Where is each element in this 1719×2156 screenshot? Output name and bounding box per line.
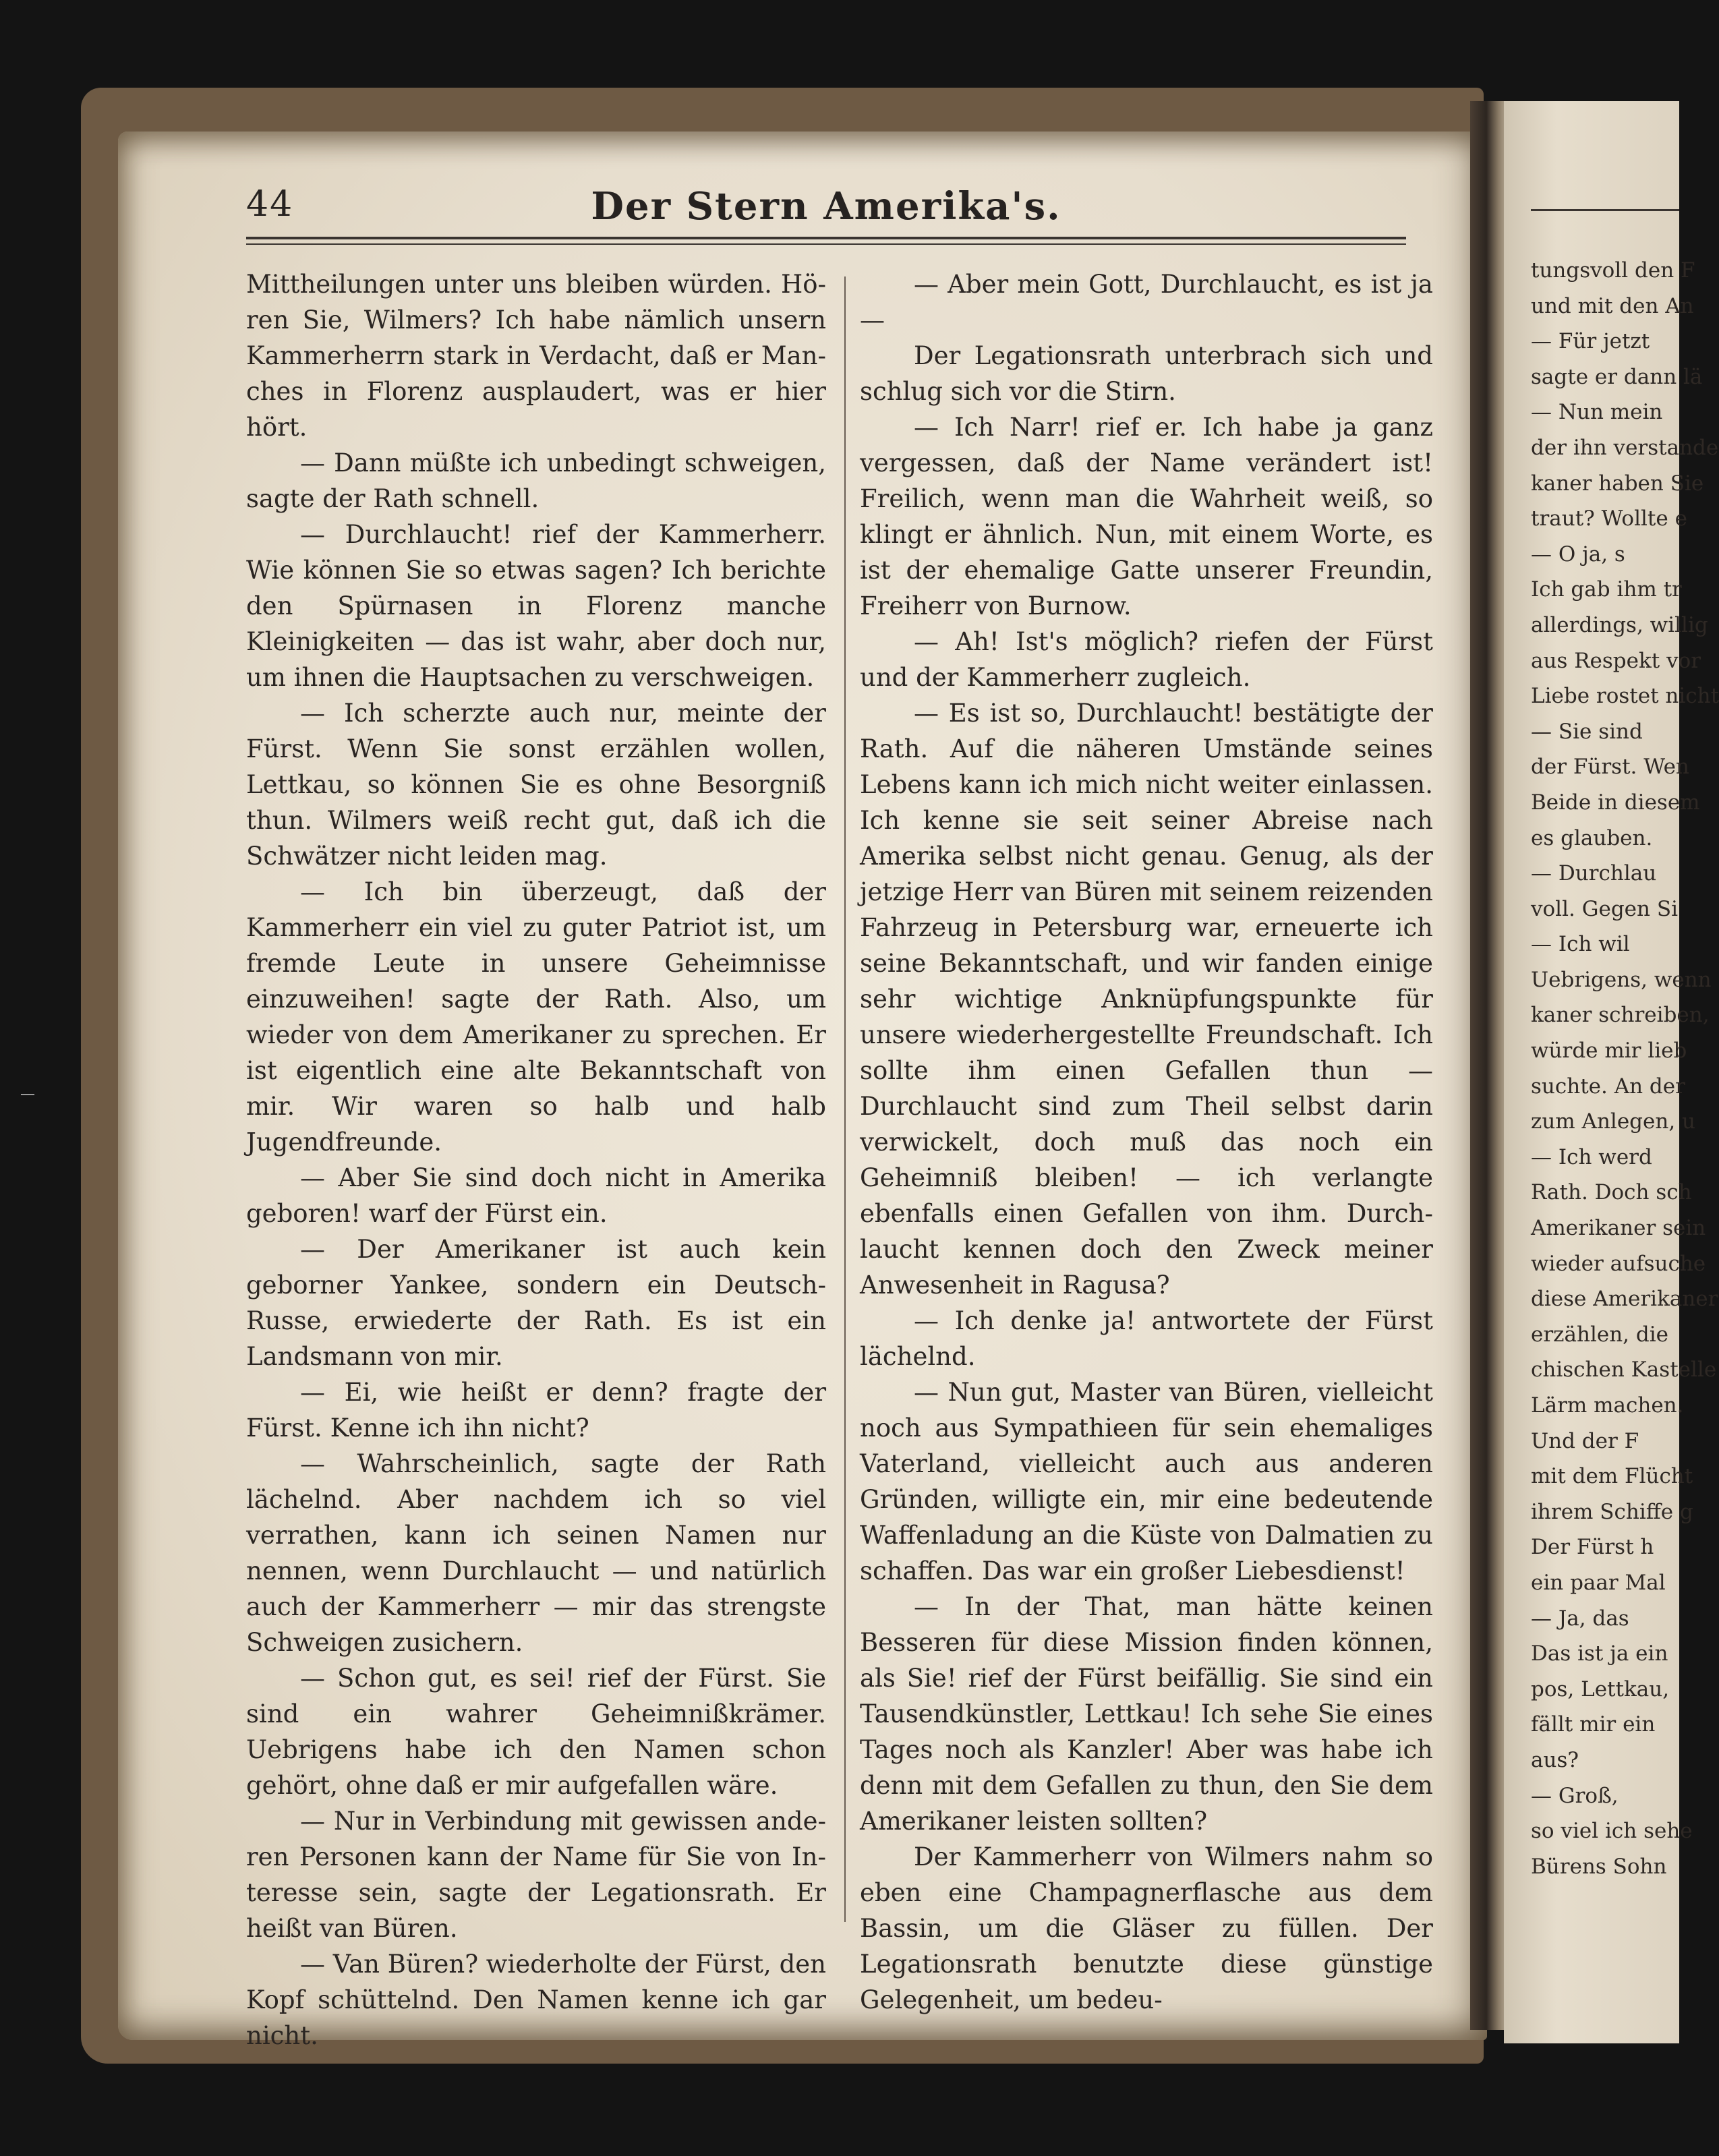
facing-page-line: aus? xyxy=(1531,1747,1579,1772)
paragraph: — Ich denke ja! antwortete der Fürst lächelnd. xyxy=(860,1306,1433,1371)
facing-page-line: sagte er dann lä xyxy=(1531,364,1703,389)
paragraph: — Ich bin überzeugt, daß der Kammerherr ein viel zu guter Patriot ist, um fremde Leute in unsere Geheimnisse einzuweihen! sagte der Rath. Also, um wieder von dem Amerikaner zu sprechen. Er ist eigentlich eine alte Bekanntschaft von mir. Wir waren so halb und halb Jugendfreunde. xyxy=(246,877,826,1157)
facing-page-line: Der Fürst h xyxy=(1531,1535,1654,1560)
facing-page-line: — Groß, xyxy=(1531,1783,1619,1808)
facing-page-line: der Fürst. Wen xyxy=(1531,755,1689,780)
paragraph: — Nun gut, Master van Büren, vielleicht noch aus Sympathieen für sein ehemaliges Vaterland, vielleicht auch aus anderen Gründen, willigte ein, mir eine bedeutende Waffenladung an die Küste von Dalmatien zu schaffen. Das war ein großer Liebesdienst! xyxy=(860,1378,1433,1585)
facing-page-line: ein paar Mal xyxy=(1531,1570,1666,1595)
facing-page-line: würde mir lieb xyxy=(1531,1039,1687,1064)
paragraph: — In der That, man hätte keinen Besseren für diese Mission finden können, als Sie! rief der Fürst beifällig. Sie sind ein Tausendkünstler, Lettkau! Ich sehe Sie eines Tages noch als Kanzler! Aber was habe ich denn mit dem Gefallen zu thun, den Sie dem Amerikaner leisten sollten? xyxy=(860,1592,1433,1836)
right-text-column xyxy=(860,266,1433,2014)
paragraph: — Ich scherzte auch nur, meinte der Fürst. Wenn Sie sonst erzählen wollen, Lettkau, so können Sie es ohne Besorgniß thun. Wilmers weiß recht gut, daß ich die Schwätzer nicht leiden mag. xyxy=(246,699,826,871)
facing-page-line: pos, Lettkau, xyxy=(1531,1677,1670,1701)
paragraph: — Schon gut, es sei! rief der Fürst. Sie sind ein wahrer Geheimnißkrämer. Uebrigens habe ich den Namen schon gehört, ohne daß er mir aufgefallen wäre. xyxy=(246,1664,826,1800)
column-divider xyxy=(844,276,846,1922)
facing-page-line: chischen Kastelle xyxy=(1531,1358,1717,1382)
book-page xyxy=(118,132,1487,2050)
facing-page-line: — Ich werd xyxy=(1531,1144,1652,1169)
facing-page-line: Das ist ja ein xyxy=(1531,1641,1668,1666)
paragraph: — Dann müßte ich unbedingt schweigen, sagte der Rath schnell. xyxy=(246,448,826,513)
facing-page-line: zum Anlegen, u xyxy=(1531,1109,1695,1134)
facing-page-line: voll. Gegen Si xyxy=(1531,896,1678,921)
paragraph: — Van Büren? wiederholte der Fürst, den Kopf schüttelnd. Den Namen kenne ich gar nicht. xyxy=(246,1950,826,2050)
paragraph: — Aber Sie sind doch nicht in Amerika geboren! warf der Fürst ein. xyxy=(246,1163,826,1228)
facing-page-text xyxy=(1531,253,1719,1884)
paragraph: Der Legationsrath unterbrach sich und schlug sich vor die Stirn. xyxy=(860,341,1433,406)
facing-page-line: Uebrigens, wenn xyxy=(1531,967,1712,992)
paragraph: — Es ist so, Durchlaucht! bestätigte der Rath. Auf die näheren Umstände seines Lebens kann ich mich nicht weiter einlassen. Ich kenne sie seit seiner Abreise nach Amerika selbst nicht genau. Genug, als der jetzige Herr van Büren mit seinem reizenden Fahrzeug in Petersburg war, erneuerte ich seine Bekanntschaft, und wir fanden einige sehr wichtige Anknüpfungspunkte für unsere wiederhergestellte Freundschaft. Ich sollte ihm einen Gefallen thun — Durchlaucht sind zum Theil selbst darin verwickelt, doch muß das noch ein Geheimniß bleiben! — ich verlangte ebenfalls einen Gefallen von ihm. Durchlaucht kennen doch den Zweck meiner Anwesenheit in Ragusa? xyxy=(860,699,1433,1300)
facing-page-line: ihrem Schiffe g xyxy=(1531,1499,1693,1524)
facing-page-line: es glauben. xyxy=(1531,825,1653,850)
facing-page-line: mit dem Flücht xyxy=(1531,1464,1693,1489)
facing-page-line: der ihn verstande xyxy=(1531,435,1719,460)
paragraph: — Ich Narr! rief er. Ich habe ja ganz vergessen, daß der Name verändert ist! Freilich, wenn man die Wahrheit weiß, so klingt er ähnlich. Nun, mit einem Worte, es ist der ehemalige Gatte unserer Freundin, Freiherr von Burnow. xyxy=(860,413,1433,620)
facing-page-line: diese Amerikaner xyxy=(1531,1287,1718,1312)
facing-page-line: Ich gab ihm tr xyxy=(1531,577,1682,602)
facing-page-line: kaner haben Sie xyxy=(1531,471,1704,496)
facing-page-line: Lärm machen. xyxy=(1531,1393,1684,1418)
facing-page-line: Bürens Sohn xyxy=(1531,1854,1667,1879)
margin-mark: — xyxy=(20,1086,35,1103)
facing-page-line: allerdings, willig xyxy=(1531,612,1708,637)
left-text-column xyxy=(246,266,826,2050)
paragraph: — Wahrscheinlich, sagte der Rath lächelnd. Aber nachdem ich so viel verrathen, kann ich seinen Namen nur nennen, wenn Durchlaucht — und natürlich auch der Kammerherr — mir das strengste Schweigen zusichern. xyxy=(246,1449,826,1657)
facing-page-line: traut? Wollte e xyxy=(1531,506,1687,531)
facing-page-line: — Nun mein xyxy=(1531,400,1663,425)
facing-page-line: wieder aufsuche xyxy=(1531,1251,1706,1276)
paragraph: — Der Amerikaner ist auch kein geborner Yankee, sondern ein Deutsch-Russe, erwiederte der Rath. Es ist ein Landsmann von mir. xyxy=(246,1235,826,1371)
paragraph: — Ei, wie heißt er denn? fragte der Fürst. Kenne ich ihn nicht? xyxy=(246,1378,826,1443)
facing-page-line: Rath. Doch sch xyxy=(1531,1180,1692,1205)
paragraph: Mittheilungen unter uns bleiben würden. Hören Sie, Wilmers? Ich habe nämlich unsern Kammerherrn stark in Verdacht, daß er Manches in Florenz ausplaudert, was er hier hört. xyxy=(246,270,826,442)
facing-page-line: aus Respekt vor xyxy=(1531,648,1701,673)
facing-page-line: tungsvoll den F xyxy=(1531,258,1695,283)
page-number: 44 xyxy=(246,184,294,225)
paragraph: — Nur in Verbindung mit gewissen anderen Personen kann der Name für Sie von Interesse sein, sagte der Legationsrath. Er heißt van Büren. xyxy=(246,1807,826,1943)
facing-page-line: suchte. An der xyxy=(1531,1074,1685,1099)
facing-page-line: Liebe rostet nicht xyxy=(1531,684,1719,709)
header-rule xyxy=(246,237,1406,239)
facing-page xyxy=(1504,101,1719,2043)
page-header xyxy=(246,184,1406,258)
facing-page-line: — O ja, s xyxy=(1531,542,1625,566)
running-title: Der Stern Amerika's. xyxy=(591,184,1061,229)
facing-page-line: so viel ich sehe xyxy=(1531,1819,1693,1844)
facing-page-line: Beide in diesem xyxy=(1531,790,1700,815)
facing-page-line: und mit den An xyxy=(1531,293,1694,318)
header-rule-thin xyxy=(246,243,1406,245)
facing-page-line: erzählen, die xyxy=(1531,1322,1668,1347)
facing-page-line: fällt mir ein xyxy=(1531,1712,1656,1737)
facing-page-rule xyxy=(1531,209,1679,211)
paragraph: — Aber mein Gott, Durchlaucht, es ist ja — xyxy=(860,270,1433,334)
facing-page-line: Amerikaner sein xyxy=(1531,1216,1706,1241)
paragraph: — Ah! Ist's möglich? riefen der Fürst und der Kammerherr zugleich. xyxy=(860,627,1433,692)
facing-page-line: kaner schreiben, xyxy=(1531,1003,1710,1028)
facing-page-line: Und der F xyxy=(1531,1428,1639,1453)
facing-page-line: — Sie sind xyxy=(1531,719,1643,744)
paragraph: — Durchlaucht! rief der Kammerherr. Wie können Sie so etwas sagen? Ich berichte den Spürnasen in Florenz manche Kleinigkeiten — das ist wahr, aber doch nur, um ihnen die Hauptsachen zu verschweigen. xyxy=(246,520,826,692)
facing-page-line: — Ich wil xyxy=(1531,932,1630,957)
facing-page-line: — Für jetzt xyxy=(1531,329,1650,354)
paragraph: Der Kammerherr von Wilmers nahm so eben eine Champagnerflasche aus dem Bassin, um die Gläser zu füllen. Der Legationsrath benutzte diese günstige Gelegenheit, um bedeu- xyxy=(860,1842,1433,2014)
facing-page-line: — Ja, das xyxy=(1531,1606,1629,1631)
facing-page-line: — Durchlau xyxy=(1531,861,1657,886)
